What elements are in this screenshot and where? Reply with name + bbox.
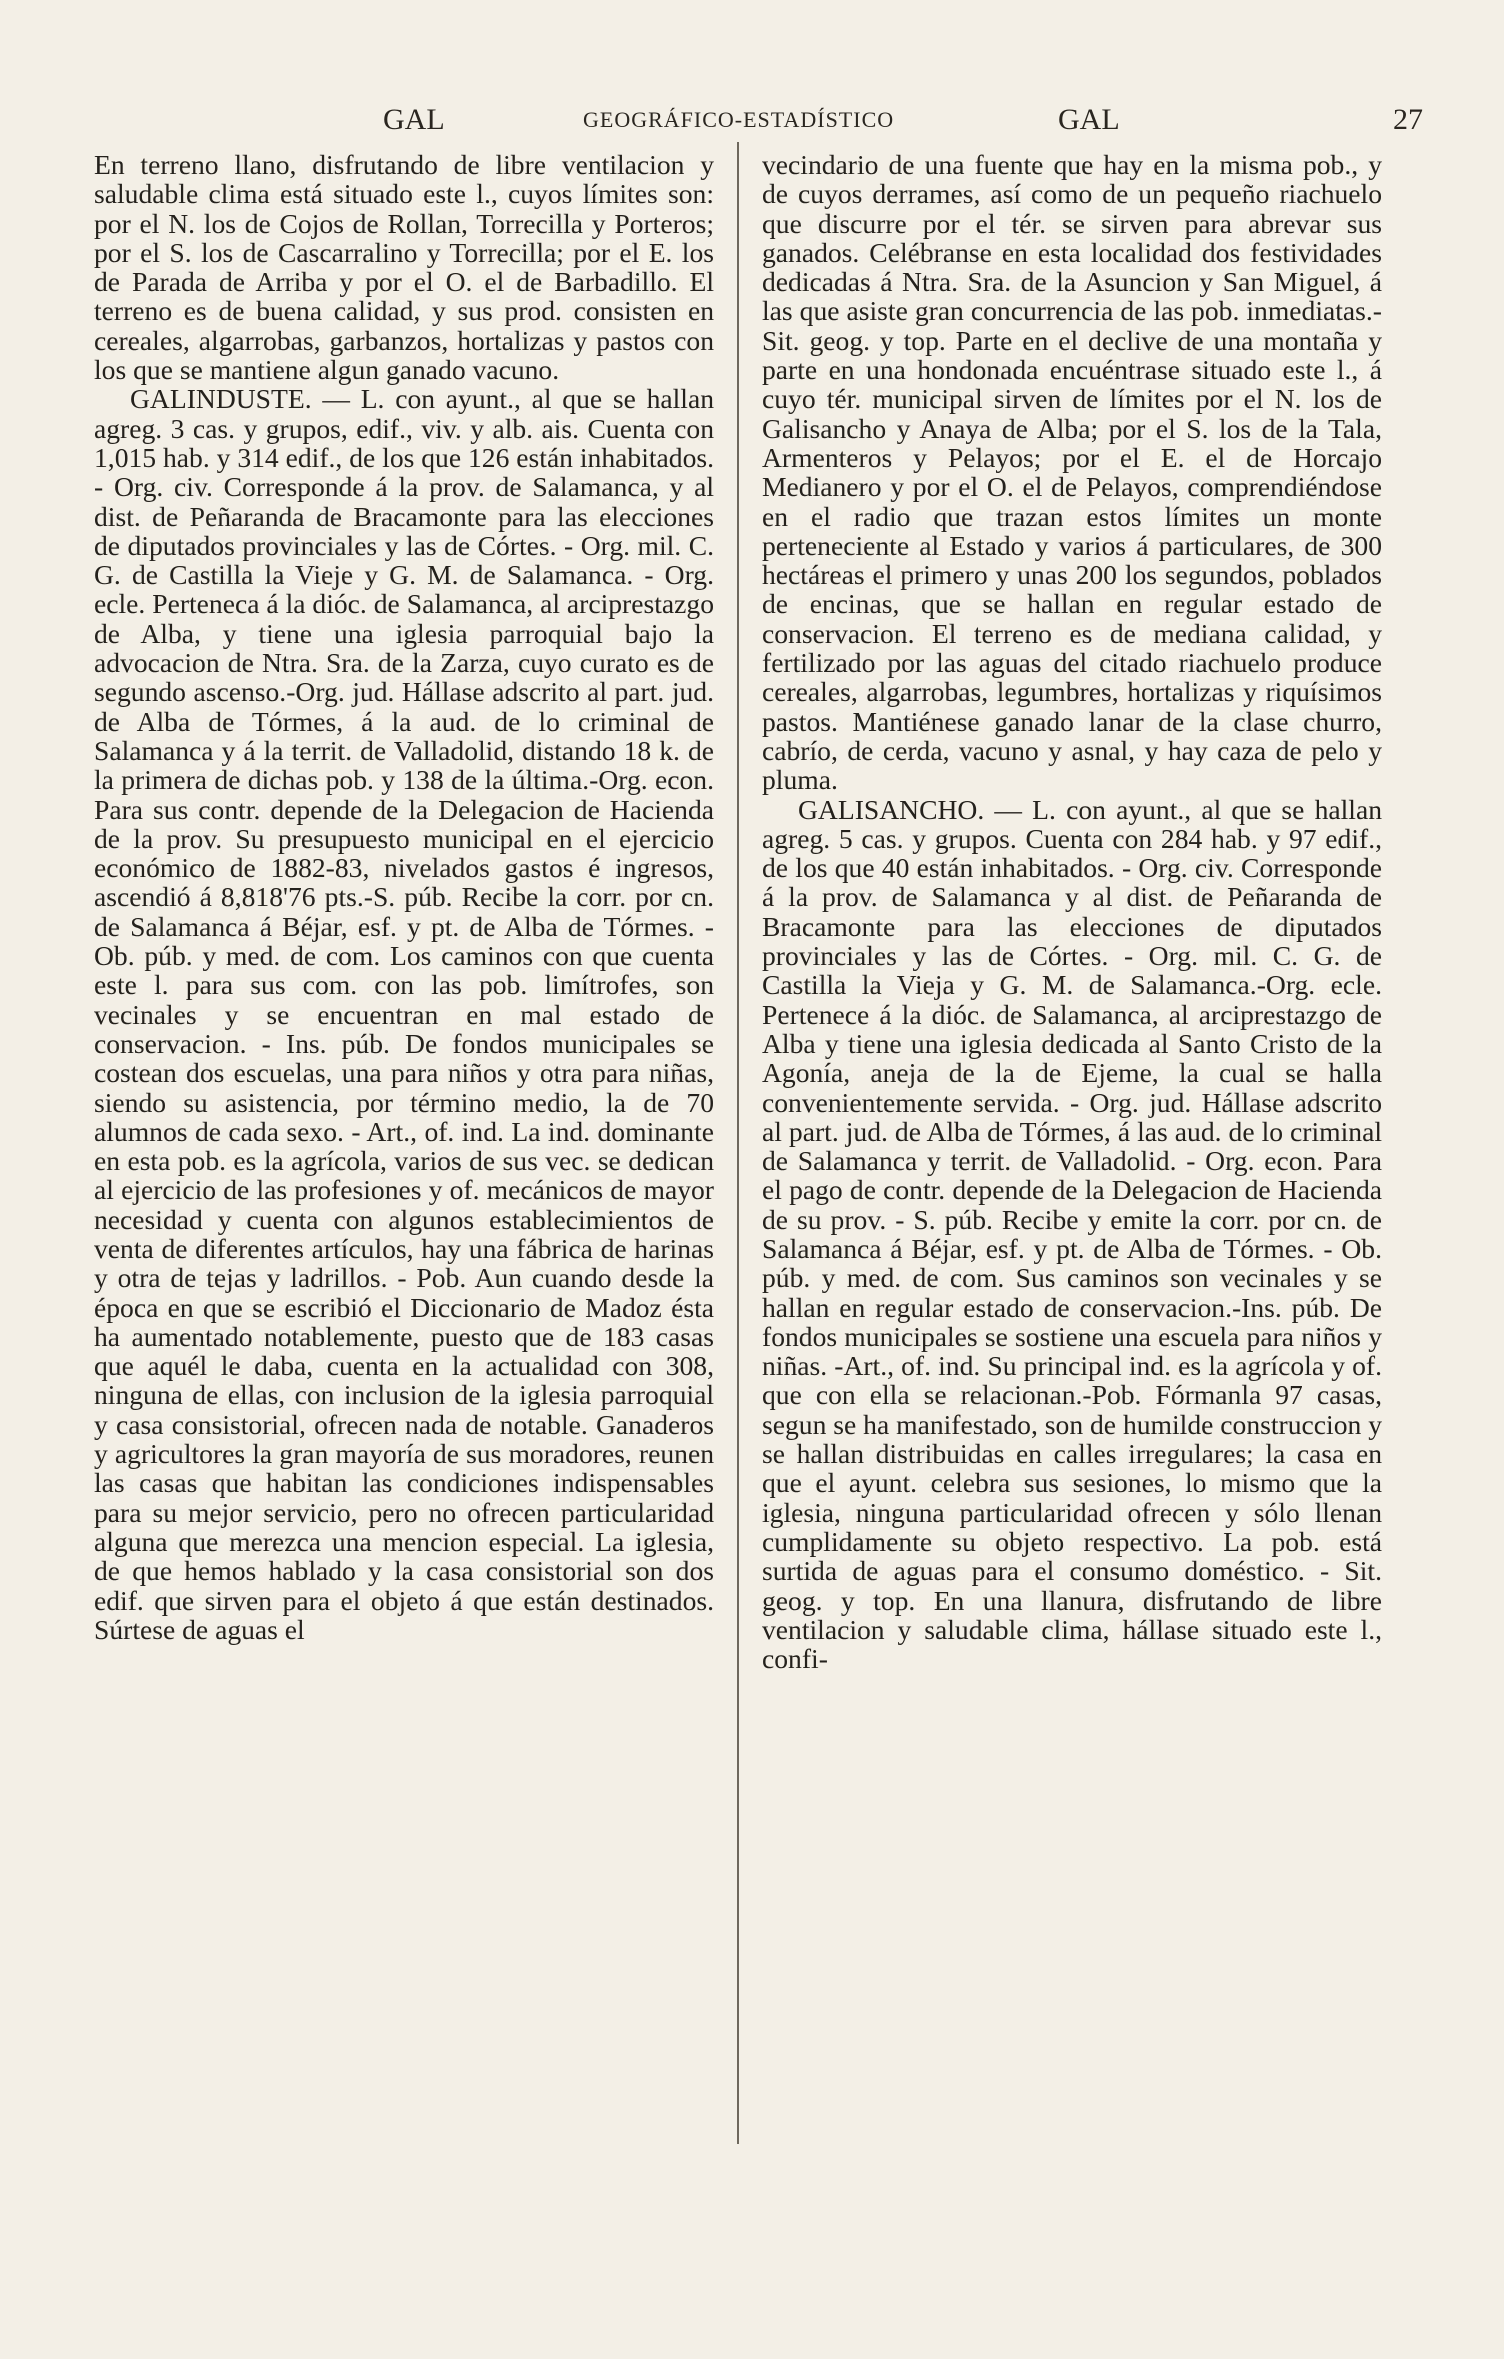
header-right-term: GAL bbox=[1058, 103, 1120, 136]
header-left-term: GAL bbox=[383, 103, 445, 136]
entry-galinduste-continuation: vecindario de una fuente que hay en la misma pob., y de cuyos derrames, así como de un pequeño riachuelo que discurre por el tér. se sirven para abrevar sus ganados. Celébranse en esta localidad dos festividades dedicadas á Ntra. Sra. de la Asuncion y San Miguel, á las que asiste gran concurrencia de las pob. inmediatas.-Sit. geog. y top. Parte en el declive de una montaña y parte en una hondonada encuéntrase situado este l., á cuyo tér. municipal sirven de límites por el N. los de Galisancho y Anaya de Alba; por el S. los de la Tala, Armenteros y Pelayos; por el E. el de Horcajo Medianero y por el O. el de Pelayos, comprendiéndose en el radio que trazan estos límites un monte perteneciente al Estado y varios á particulares, de 300 hectáreas el primero y unas 200 los segundos, poblados de encinas, que se hallan en regular estado de conservacion. El terreno es de mediana calidad, y fertilizado por las aguas del citado riachuelo produce cereales, algarrobas, legumbres, hortalizas y riquísimos pastos. Mantiénese ganado lanar de la clase churro, cabrío, de cerda, vacuno y asnal, y hay caza de pelo y pluma. bbox=[762, 149, 1382, 796]
header-title: GEOGRÁFICO-ESTADÍSTICO bbox=[583, 107, 895, 132]
running-header bbox=[0, 100, 1504, 140]
left-column bbox=[94, 150, 714, 1644]
column-divider bbox=[737, 142, 739, 2144]
entry-galisancho: GALISANCHO. — L. con ayunt., al que se hallan agreg. 5 cas. y grupos. Cuenta con 284 hab. y 97 edif., de los que 40 están inhabitados. - Org. civ. Corresponde á la prov. de Salamanca y al dist. de Peñaranda de Bracamonte para las elecciones de diputados provinciales y las de Córtes. - Org. mil. C. G. de Castilla la Vieja y G. M. de Salamanca.-Org. ecle. Pertenece á la dióc. de Salamanca, al arciprestazgo de Alba y tiene una iglesia dedicada al Santo Cristo de la Agonía, aneja de la de Ejeme, la cual se halla convenientemente servida. - Org. jud. Hállase adscrito al part. jud. de Alba de Tórmes, á las aud. de lo criminal de Salamanca y territ. de Valladolid. - Org. econ. Para el pago de contr. depende de la Delegacion de Hacienda de su prov. - S. púb. Recibe y emite la corr. por cn. de Salamanca á Béjar, esf. y pt. de Alba de Tórmes. - Ob. púb. y med. de com. Sus caminos son vecinales y se hallan en regular estado de conservacion.-Ins. púb. De fondos municipales se sostiene una escuela para niños y niñas. -Art., of. ind. Su principal ind. es la agrícola y of. que con ella se relacionan.-Pob. Fórmanla 97 casas, segun se ha manifestado, son de humilde construccion y se hallan distribuidas en calles irregulares; la casa en que el ayunt. celebra sus sesiones, lo mismo que la iglesia, ninguna particularidad ofrecen y sólo llenan cumplidamente su objeto respectivo. La pob. está surtida de aguas para el consumo doméstico. - Sit. geog. y top. En una llanura, disfrutando de libre ventilacion y saludable clima, hállase situado este l., confi- bbox=[762, 793, 1382, 1675]
entry-galinduste: GALINDUSTE. — L. con ayunt., al que se hallan agreg. 3 cas. y grupos, edif., viv. y alb. ais. Cuenta con 1,015 hab. y 314 edif., de los que 126 están inhabitados. - Org. civ. Corresponde á la prov. de Salamanca, y al dist. de Peñaranda de Bracamonte para las elecciones de diputados provinciales y las de Córtes. - Org. mil. C. G. de Castilla la Vieje y G. M. de Salamanca. - Org. ecle. Perteneca á la dióc. de Salamanca, al arciprestazgo de Alba, y tiene una iglesia parroquial bajo la advocacion de Ntra. Sra. de la Zarza, cuyo curato es de segundo ascenso.-Org. jud. Hállase adscrito al part. jud. de Alba de Tórmes, á la aud. de lo criminal de Salamanca y á la territ. de Valladolid, distando 18 k. de la primera de dichas pob. y 138 de la última.-Org. econ. Para sus contr. depende de la Delegacion de Hacienda de la prov. Su presupuesto municipal en el ejercicio económico de 1882-83, nivelados gastos é ingresos, ascendió á 8,818'76 pts.-S. púb. Recibe la corr. por cn. de Salamanca á Béjar, esf. y pt. de Alba de Tórmes. -Ob. púb. y med. de com. Los caminos con que cuenta este l. para sus com. con las pob. limítrofes, son vecinales y se encuentran en mal estado de conservacion. - Ins. púb. De fondos municipales se costean dos escuelas, una para niños y otra para niñas, siendo su asistencia, por término medio, la de 70 alumnos de cada sexo. - Art., of. ind. La ind. dominante en esta pob. es la agrícola, varios de sus vec. se dedican al ejercicio de las profesiones y of. mecánicos de mayor necesidad y cuenta con algunos establecimientos de venta de diferentes artículos, hay una fábrica de harinas y otra de tejas y ladrillos. - Pob. Aun cuando desde la época en que se escribió el Diccionario de Madoz ésta ha aumentado notablemente, puesto que de 183 casas que aquél le daba, cuenta en la actualidad con 308, ninguna de ellas, con inclusion de la iglesia parroquial y casa consistorial, ofrecen nada de notable. Ganaderos y agricultores la gran mayoría de sus moradores, reunen las casas que habitan las condiciones indispensables para su mejor servicio, pero no ofrecen particularidad alguna que merezca una mencion especial. La iglesia, de que hemos hablado y la casa consistorial son dos edif. que sirven para el objeto á que están destinados. Súrtese de aguas el bbox=[94, 383, 714, 1645]
page-number: 27 bbox=[1393, 103, 1423, 136]
right-column bbox=[762, 150, 1382, 1673]
entry-text-continuation: En terreno llano, disfrutando de libre ventilacion y saludable clima está situado este l., cuyos límites son: por el N. los de Cojos de Rollan, Torrecilla y Porteros; por el S. los de Cascarralino y Torrecilla; por el E. los de Parada de Arriba y por el O. el de Barbadillo. El terreno es de buena calidad, y sus prod. consisten en cereales, algarrobas, garbanzos, hortalizas y pastos con los que se mantiene algun ganado vacuno. bbox=[94, 149, 714, 386]
